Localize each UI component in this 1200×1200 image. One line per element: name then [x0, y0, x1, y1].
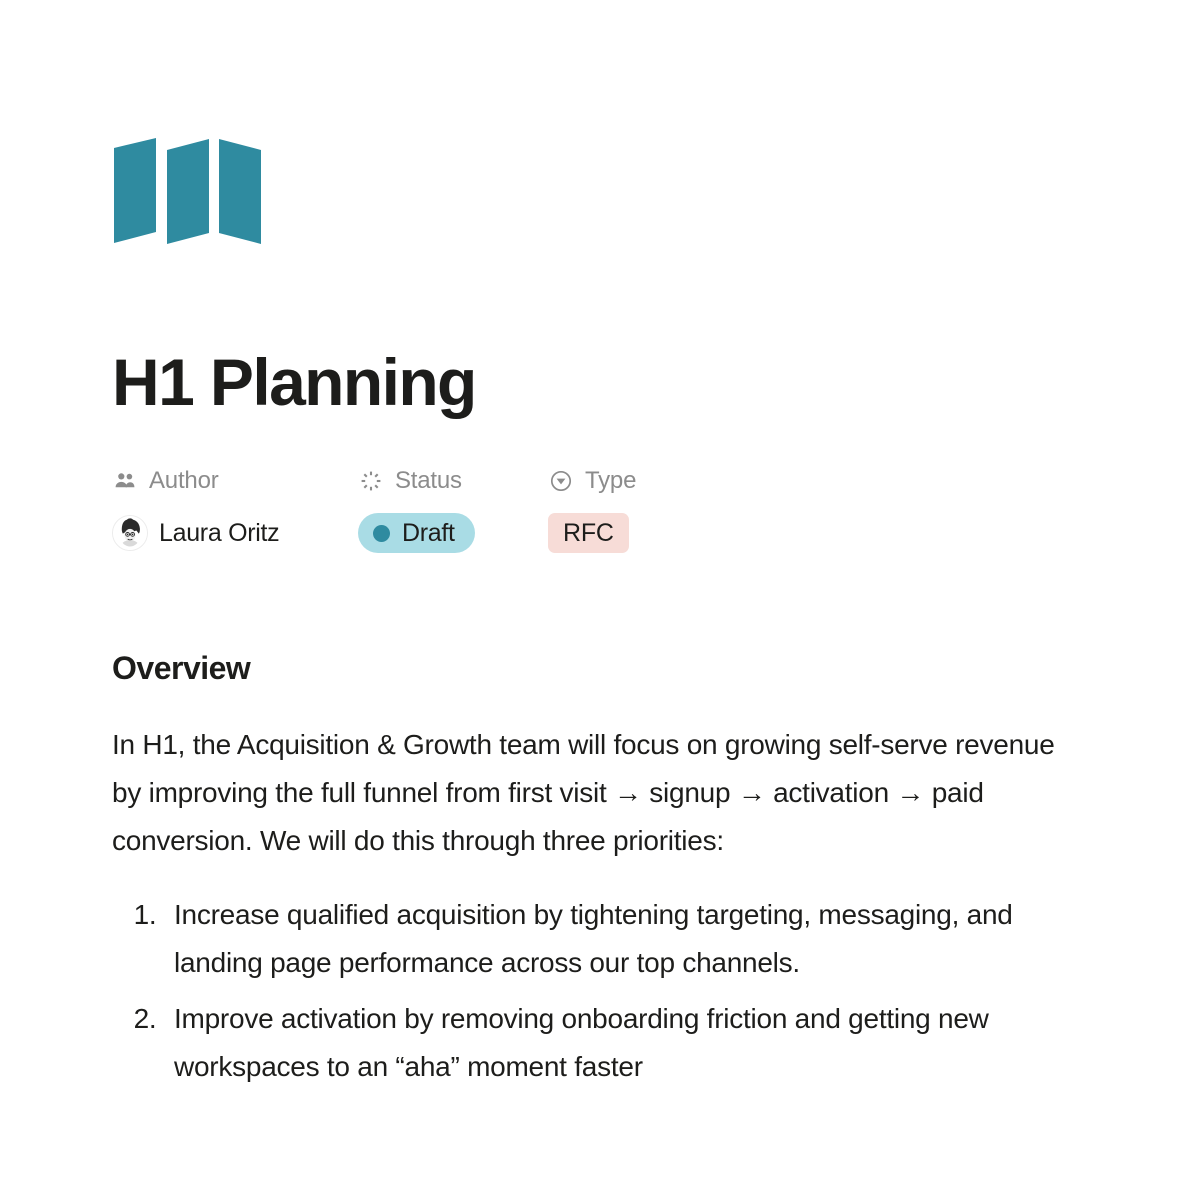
status-badge-label: Draft	[402, 518, 455, 547]
list-item: 1. Increase qualified acquisition by tightening targeting, messaging, and landing page performance across our top channels.	[164, 891, 1060, 987]
status-dot-icon	[373, 525, 390, 542]
overview-section	[112, 650, 1060, 1099]
list-item: 2. Improve activation by removing onboarding friction and getting new workspaces to an “aha” moment faster	[164, 995, 1060, 1091]
page-title: H1 Planning	[112, 345, 476, 419]
property-value-type[interactable]	[548, 513, 748, 553]
people-icon	[112, 468, 138, 494]
property-label-status[interactable]	[358, 467, 548, 495]
map-fold-icon	[112, 138, 268, 244]
circle-chevron-down-icon	[548, 468, 574, 494]
status-badge[interactable]	[358, 513, 475, 553]
document-properties	[112, 462, 752, 554]
section-heading-overview: Overview	[112, 650, 251, 686]
type-badge[interactable]: RFC	[548, 513, 629, 553]
app-logo[interactable]	[112, 138, 268, 244]
property-value-status[interactable]	[358, 513, 548, 553]
property-label-author[interactable]	[112, 467, 358, 495]
property-labels-row	[112, 462, 752, 500]
property-label-text: Type	[585, 467, 637, 494]
avatar	[112, 515, 148, 551]
property-value-author[interactable]	[112, 515, 358, 551]
author-name: Laura Oritz	[159, 518, 280, 547]
property-values-row	[112, 512, 752, 554]
priorities-list	[112, 891, 1060, 1091]
property-label-type[interactable]	[548, 467, 748, 495]
spinner-icon	[358, 468, 384, 494]
property-label-text: Status	[395, 467, 462, 494]
property-label-text: Author	[149, 467, 219, 494]
overview-paragraph: In H1, the Acquisition & Growth team will focus on growing self-serve revenue by improving the full funnel from first visit → signup → activation → paid conversion. We will do this through three priorities:	[112, 729, 1055, 856]
